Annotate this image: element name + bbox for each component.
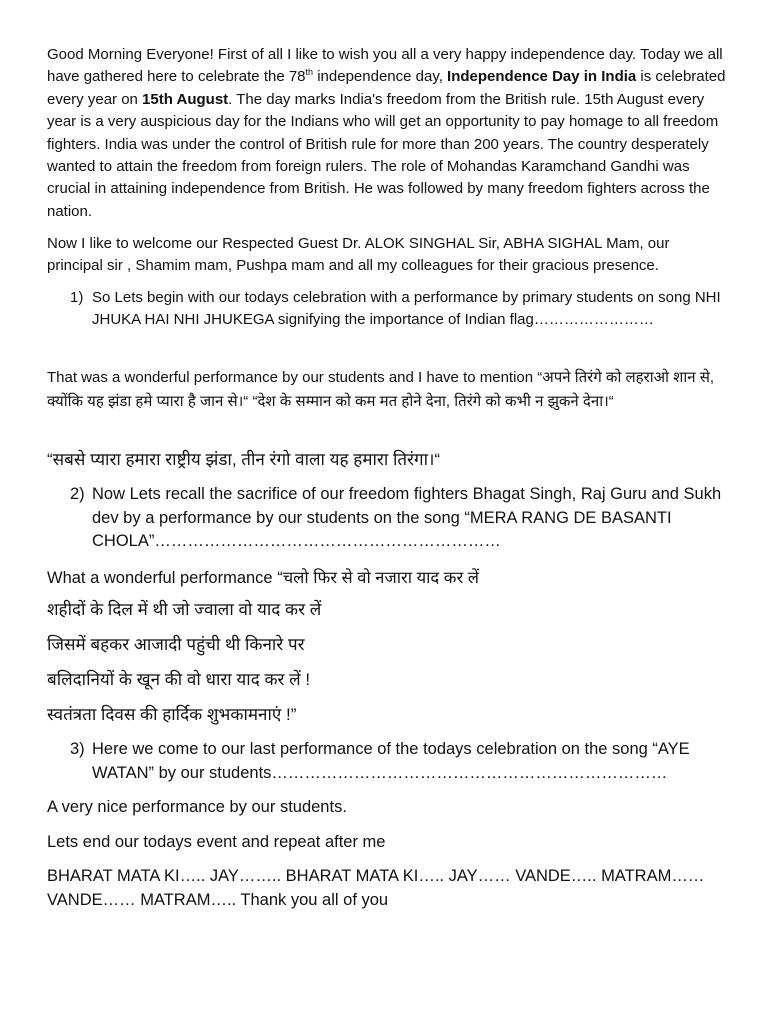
wonderful-line: What a wonderful performance “चलो फिर से वो नजारा याद कर लें — [47, 569, 479, 587]
bold-date: 15th August — [142, 90, 229, 108]
intro-text: is celebrated every year on — [47, 68, 726, 108]
list-number: 3) — [70, 740, 85, 758]
hindi-line: जिसमें बहकर आजादी पहुंची थी किनारे पर — [47, 635, 305, 654]
list-text: Here we come to our last performance of the todays celebration on the song “AYE WATAN” by our students……………………………………………………………… — [92, 740, 690, 782]
ordinal-suffix: th — [305, 67, 314, 78]
list-text: Now Lets recall the sacrifice of our freedom fighters Bhagat Singh, Raj Guru and Sukh dev by a performance by our students on the song “MERA RANG DE BASANTI CHOLA”……………………………………………………… — [92, 485, 722, 550]
bold-phrase: Independence Day in India — [447, 68, 637, 86]
intro-text: Good Morning Everyone! First of all I like to wish you all a very happy independence day. Today we all have gathered here to celebrate the 78 — [47, 46, 723, 86]
mention-paragraph: That was a wonderful performance by our students and I have to mention “अपने तिरंगे को लहराओ शान से, क्योंकि यह झंडा हमे प्यारा है जान से।“ “देश के सम्मान को कम मत होने देना, तिरंगे को कभी न झुकने देना।“ — [47, 369, 715, 410]
intro-text: . The day marks India's freedom from the British rule. 15th August every year is a very auspicious day for the Indians who will get an opportunity to pay homage to all freedom fighters. India was under the control of British rule for more than 200 years. The country desperately wanted to attain the freedom from foreign rulers. The role of Mohandas Karamchand Gandhi was crucial in attaining independence from British. He was followed by many freedom fighters across the nation. — [47, 90, 719, 220]
nice-line: A very nice performance by our students. — [47, 798, 347, 816]
list-item — [70, 287, 730, 332]
intro-text: independence day, — [313, 68, 448, 86]
list-number: 1) — [70, 289, 84, 306]
list-number: 2) — [70, 485, 85, 503]
welcome-paragraph: Now I like to welcome our Respected Guest Dr. ALOK SINGHAL Sir, ABHA SIGHAL Mam, our principal sir , Shamim mam, Pushpa mam and all my colleagues for their gracious presence. — [47, 235, 670, 275]
intro-paragraph — [47, 44, 727, 223]
list-item — [70, 483, 730, 554]
list-text: So Lets begin with our todays celebration with a performance by primary students on song NHI JHUKA HAI NHI JHUKEGA signifying the importance of Indian flag…………………… — [92, 289, 721, 329]
hindi-line: बलिदानियों के खून की वो धारा याद कर लें ! — [47, 670, 311, 689]
list-item — [70, 737, 730, 785]
end-line: Lets end our todays event and repeat after me — [47, 833, 386, 851]
hindi-line: शहीदों के दिल में थी जो ज्वाला वो याद कर लें — [47, 600, 322, 619]
hindi-line: स्वतंत्रता दिवस की हार्दिक शुभकामनाएं !” — [47, 705, 297, 724]
quote-line: “सबसे प्यारा हमारा राष्ट्रीय झंडा, तीन रंगो वाला यह हमारा तिरंगा।“ — [47, 450, 441, 469]
closing-paragraph: BHARAT MATA KI….. JAY…….. BHARAT MATA KI….. JAY…… VANDE….. MATRAM…… VANDE…… MATRAM….. Thank you all of you — [47, 867, 705, 909]
